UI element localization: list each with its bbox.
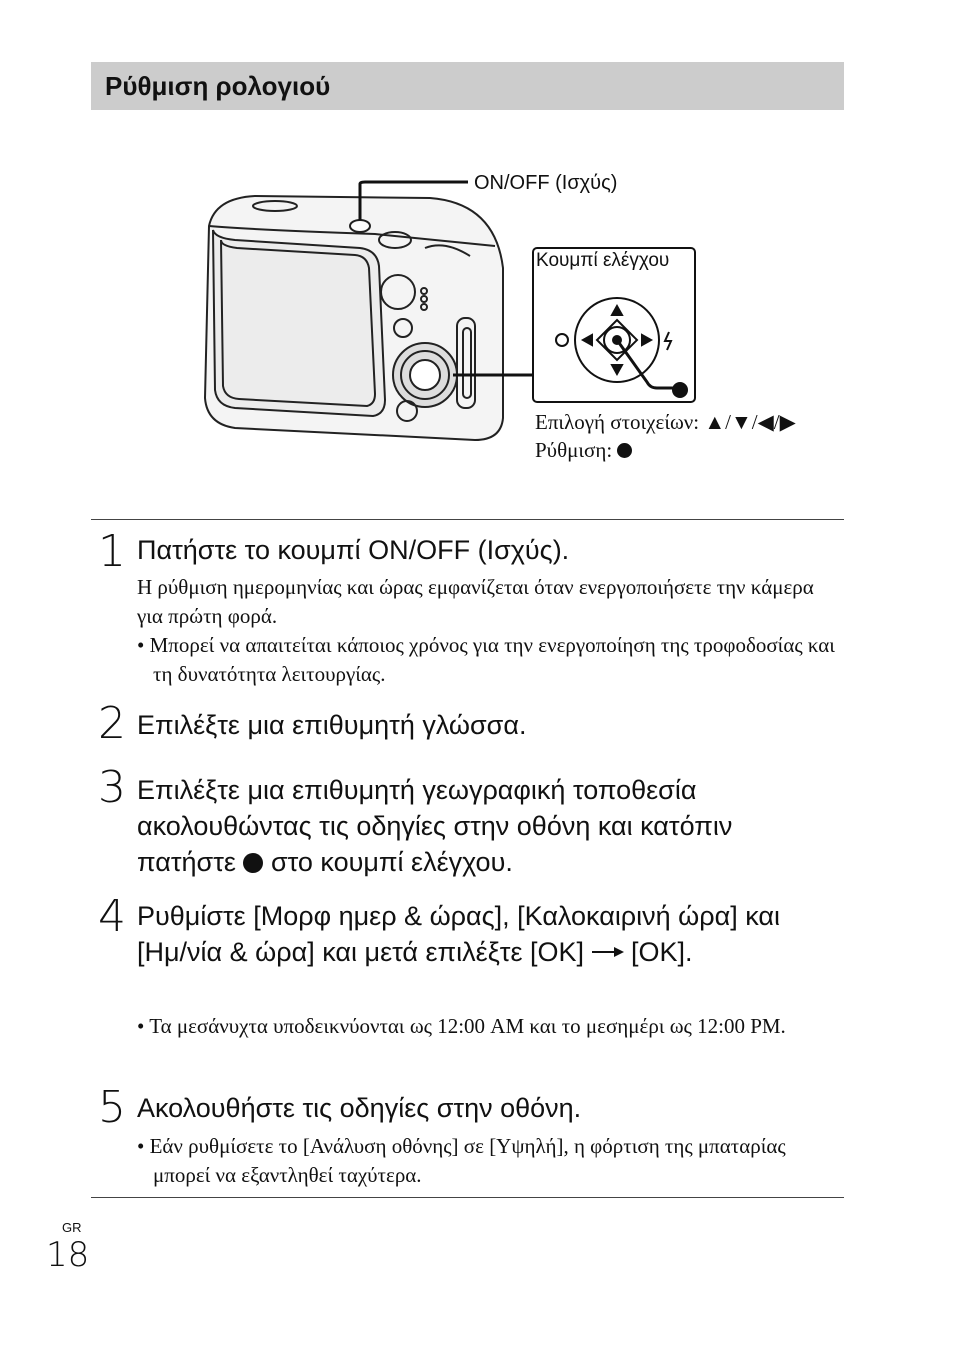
step-1-number: 1 xyxy=(98,526,126,577)
section-title: Ρύθμιση ρολογιού xyxy=(105,71,331,101)
step-4-title-text: Ρυθμίστε [Μορφ ημερ & ώρας], [Καλοκαιρινή ώρα] και [Ημ/νία & ώρα] και μετά επιλέξτε [OK] xyxy=(137,901,781,967)
step-3-number: 3 xyxy=(98,762,126,813)
camera-icon xyxy=(205,196,503,440)
page-number: 18 xyxy=(46,1235,90,1275)
top-rule xyxy=(91,519,844,520)
step-4-title xyxy=(137,898,827,970)
step-5-note: • Εάν ρυθμίσετε το [Ανάλυση οθόνης] σε [Υψηλή], η φόρτιση της μπαταρίας μπορεί να εξαντληθεί ταχύτερα. xyxy=(137,1134,786,1187)
step-1-title: Πατήστε το κουμπί ON/OFF (Ισχύς). xyxy=(137,535,570,565)
step-4-note: • Τα μεσάνυχτα υποδεικνύονται ως 12:00 AM και το μεσημέρι ως 12:00 PM. xyxy=(137,1014,786,1038)
arrow-right-icon xyxy=(592,945,624,959)
set-label-text: Ρύθμιση: xyxy=(535,438,613,462)
step-4-number: 4 xyxy=(98,891,126,942)
center-dot-icon xyxy=(617,443,632,458)
step-4-title-end: [OK]. xyxy=(631,937,693,967)
control-button-label: Κουμπί ελέγχου xyxy=(536,250,670,271)
center-dot-icon xyxy=(243,853,263,873)
set-label xyxy=(535,438,632,463)
step-1-note: • Μπορεί να απαιτείται κάποιος χρόνος για την ενεργοποίηση της τροφοδοσίας και τη δυνατότητα λειτουργίας. xyxy=(137,633,835,686)
step-3-title-text: Επιλέξτε μια επιθυμητή γεωγραφική τοποθεσία ακολουθώντας τις οδηγίες στην οθόνη και κατόπιν πατήστε xyxy=(137,775,733,877)
step-5-number: 5 xyxy=(98,1082,126,1133)
step-3-title xyxy=(137,772,827,880)
language-code: GR xyxy=(62,1220,82,1235)
bottom-rule xyxy=(91,1197,844,1198)
step-2-title: Επιλέξτε μια επιθυμητή γλώσσα. xyxy=(137,710,527,740)
step-2-number: 2 xyxy=(98,698,126,749)
step-3-title-end: στο κουμπί ελέγχου. xyxy=(270,847,513,877)
step-1-paragraph: Η ρύθμιση ημερομηνίας και ώρας εμφανίζεται όταν ενεργοποιήσετε την κάμερα για πρώτη φορά. xyxy=(137,575,814,628)
section-header xyxy=(91,62,844,110)
step-5-title: Ακολουθήστε τις οδηγίες στην οθόνη. xyxy=(137,1093,582,1123)
select-items-label: Επιλογή στοιχείων: ▲/▼/◀/▶ xyxy=(535,410,796,434)
power-button-label: ON/OFF (Ισχύς) xyxy=(474,172,618,194)
